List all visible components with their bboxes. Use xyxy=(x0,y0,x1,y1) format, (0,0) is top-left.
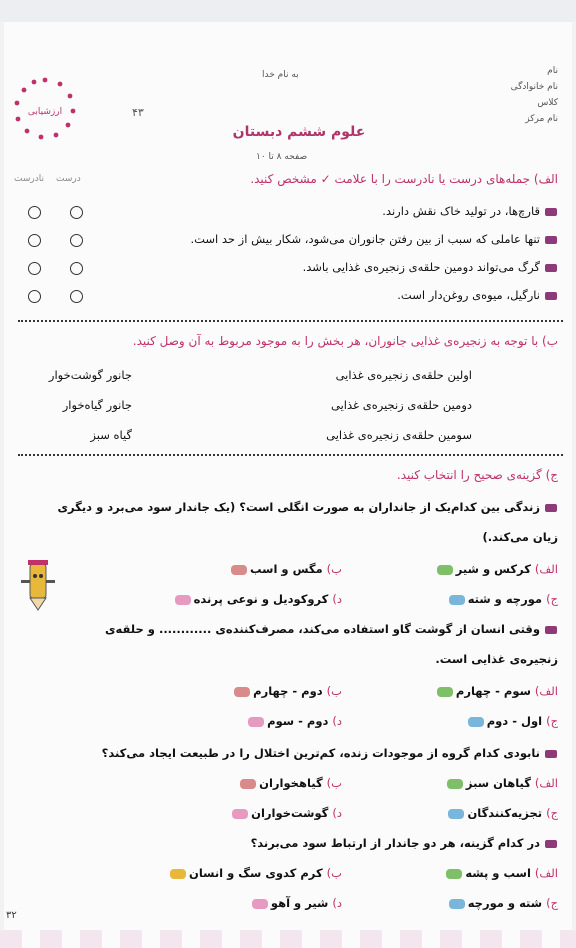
book-line: به نام خدا xyxy=(262,70,299,80)
crayon-icon xyxy=(449,899,465,909)
match-left-2: دومین حلقه‌ی زنجیره‌ی غذایی xyxy=(331,398,472,412)
tf-statement-3: گرگ می‌تواند دومین حلقه‌ی زنجیره‌ی غذایی باشد. xyxy=(303,260,558,274)
question-3: نابودی کدام گروه از موجودات زنده، کم‌ترین اختلال را در طبیعت ایجاد می‌کند؟ xyxy=(102,746,558,760)
true-radio-3[interactable] xyxy=(70,262,83,275)
top-bar xyxy=(0,0,576,22)
false-radio-2[interactable] xyxy=(28,234,41,247)
question-2-line-2: زنجیره‌ی غذایی است. xyxy=(435,652,558,666)
q1-option-b[interactable]: ب) مگس و اسب xyxy=(228,562,342,576)
class-label: کلاس xyxy=(537,98,558,108)
q2-option-c[interactable]: ج) اول - دوم xyxy=(465,714,558,728)
pencil-mark-icon xyxy=(544,290,558,302)
true-radio-4[interactable] xyxy=(70,290,83,303)
match-left-3: سومین حلقه‌ی زنجیره‌ی غذایی xyxy=(326,428,472,442)
q3-option-d[interactable]: د) گوشت‌خواران xyxy=(229,806,342,820)
q2-option-a[interactable]: الف) سوم - چهارم xyxy=(434,684,558,698)
crayon-icon xyxy=(234,687,250,697)
q1-option-d[interactable]: د) کروکودیل و نوعی پرنده xyxy=(172,592,342,606)
divider xyxy=(18,454,563,456)
school-label: نام مرکز xyxy=(525,114,558,124)
pencil-mark-icon xyxy=(544,624,558,636)
page-number: ۴۳ xyxy=(132,106,144,119)
q1-option-c[interactable]: ج) مورچه و شته xyxy=(446,592,558,606)
section-c-heading: ج) گزینه‌ی صحیح را انتخاب کنید. xyxy=(396,468,558,482)
worksheet-sheet xyxy=(4,22,572,942)
q4-option-a[interactable]: الف) اسب و پشه xyxy=(443,866,558,880)
crayon-icon xyxy=(437,565,453,575)
q3-option-b[interactable]: ب) گیاهخواران xyxy=(237,776,342,790)
true-radio-2[interactable] xyxy=(70,234,83,247)
q4-option-d[interactable]: د) شیر و آهو xyxy=(249,896,342,910)
crayon-icon xyxy=(240,779,256,789)
true-radio-1[interactable] xyxy=(70,206,83,219)
pencil-mark-icon xyxy=(544,502,558,514)
pencil-mark-icon xyxy=(544,234,558,246)
true-column-header: درست xyxy=(56,174,81,184)
section-a-heading: الف) جمله‌های درست یا نادرست را با علامت ✓ مشخص کنید. xyxy=(250,172,558,186)
crayon-icon xyxy=(252,899,268,909)
pencil-mark-icon xyxy=(544,262,558,274)
crayon-icon xyxy=(449,595,465,605)
q2-option-b[interactable]: ب) دوم - چهارم xyxy=(231,684,342,698)
false-radio-3[interactable] xyxy=(28,262,41,275)
pencil-mark-icon xyxy=(544,206,558,218)
q1-option-a[interactable]: الف) کرکس و شیر xyxy=(434,562,558,576)
crayon-icon xyxy=(446,869,462,879)
question-2: وقتی انسان از گوشت گاو استفاده می‌کند، مصرف‌کننده‌ی ............ و حلقه‌ی xyxy=(105,622,558,636)
question-1-line-2: زیان می‌کند.) xyxy=(482,530,558,544)
q3-option-a[interactable]: الف) گیاهان سبز xyxy=(444,776,558,790)
pencil-character-icon xyxy=(18,558,58,616)
match-right-1: جانور گوشت‌خوار xyxy=(48,368,132,382)
match-right-3: گیاه سبز xyxy=(90,428,132,442)
stamp-icon xyxy=(10,74,80,144)
stamp-text: ارزشیابی xyxy=(27,107,63,117)
tf-statement-4: نارگیل، میوه‌ی روغن‌دار است. xyxy=(397,288,558,302)
false-radio-1[interactable] xyxy=(28,206,41,219)
tf-statement-2: تنها عاملی که سبب از بین رفتن جانوران می‌شود، شکار بیش از حد است. xyxy=(190,232,558,246)
name-label: نام xyxy=(547,66,558,76)
sub-line: صفحه ۸ تا ۱۰ xyxy=(256,152,308,162)
crayon-icon xyxy=(175,595,191,605)
divider xyxy=(18,320,563,322)
family-label: نام خانوادگی xyxy=(510,82,558,92)
pencil-mark-icon xyxy=(544,748,558,760)
footer-page-number: ۳۲ xyxy=(6,910,17,921)
section-b-heading: ب) با توجه به زنجیره‌ی غذایی جانوران، هر بخش را به موجود مربوط به آن وصل کنید. xyxy=(132,334,558,348)
crayon-icon xyxy=(248,717,264,727)
q3-option-c[interactable]: ج) تجزیه‌کنندگان xyxy=(445,806,558,820)
worksheet-title: علوم ششم دبستان xyxy=(232,124,366,140)
crayon-icon xyxy=(231,565,247,575)
crayon-icon xyxy=(170,869,186,879)
crayon-icon xyxy=(468,717,484,727)
floral-border xyxy=(0,930,576,948)
crayon-icon xyxy=(447,779,463,789)
crayon-icon xyxy=(232,809,248,819)
question-1: زندگی بین کدام‌یک از جانداران به صورت انگلی است؟ (یک جاندار سود می‌برد و دیگری xyxy=(57,500,558,514)
crayon-icon xyxy=(437,687,453,697)
pencil-mark-icon xyxy=(544,838,558,850)
match-right-2: جانور گیاه‌خوار xyxy=(62,398,132,412)
crayon-icon xyxy=(448,809,464,819)
question-4: در کدام گزینه، هر دو جاندار از ارتباط سود می‌برند؟ xyxy=(251,836,558,850)
q4-option-b[interactable]: ب) کرم کدوی سگ و انسان xyxy=(167,866,342,880)
match-left-1: اولین حلقه‌ی زنجیره‌ی غذایی xyxy=(335,368,472,382)
tf-statement-1: قارچ‌ها، در تولید خاک نقش دارند. xyxy=(382,204,558,218)
false-column-header: نادرست xyxy=(14,174,44,184)
q2-option-d[interactable]: د) دوم - سوم xyxy=(245,714,342,728)
q4-option-c[interactable]: ج) شته و مورچه xyxy=(446,896,558,910)
false-radio-4[interactable] xyxy=(28,290,41,303)
